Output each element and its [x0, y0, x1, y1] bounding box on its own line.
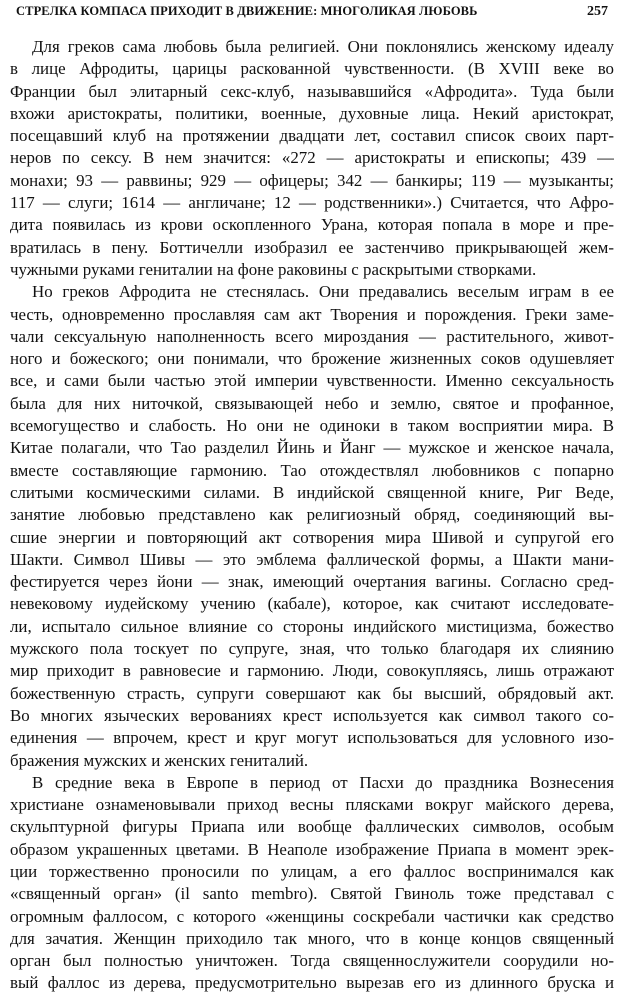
text-line: в лице Афродиты, царицы раскованной чувственности. (В XVIII веке во: [10, 59, 614, 79]
text-line: единения — впрочем, крест и круг могут использоваться для условного изо-: [10, 728, 614, 748]
text-line: чали сексуальную наполненность всего мироздания — растительного, живот-: [10, 326, 614, 346]
text-line: дита появилась из крови оскопленного Урана, которая попала в море и пре-: [10, 215, 614, 235]
text-line: чужными руками гениталии на фоне раковины с раскрытыми створками.: [10, 259, 537, 279]
text-line: 117 — слуги; 1614 — англичане; 12 — родственники».) Считается, что Афро-: [10, 193, 614, 213]
text-line: христиане ознаменовывали приход весны плясками вокруг майского дерева,: [10, 795, 614, 815]
text-line: была для них ниточкой, связывающей небо и землю, святое и профанное,: [10, 393, 614, 413]
text-line: образом украшенных цветами. В Неаполе изображение Приапа в момент эрек-: [10, 839, 614, 859]
page-number: 257: [587, 4, 608, 19]
text-line: посещавший клуб на протяжении двадцати лет, составил список своих парт-: [10, 126, 614, 146]
text-line: Но греков Афродита не стеснялась. Они предавались веселым играм в ее: [32, 282, 614, 302]
paragraph: [10, 36, 614, 281]
text-line: монахи; 93 — раввины; 929 — офицеры; 342 — банкиры; 119 — музыканты;: [10, 170, 614, 190]
text-line: «священный орган» (il santo membro). Святой Гвиноль тоже представал с: [10, 884, 614, 904]
text-line: вый фаллос из дерева, предусмотрительно вырезав его из длинного бруска и: [10, 973, 614, 993]
text-line: В средние века в Европе в период от Пасхи до праздника Вознесения: [32, 772, 614, 792]
text-line: бражения мужских и женских гениталий.: [10, 750, 309, 770]
text-line: Для греков сама любовь была религией. Они поклонялись женскому идеалу: [32, 37, 614, 56]
text-line: Шакти. Символ Шивы — это эмблема фаллической формы, а Шакти мани-: [10, 549, 614, 569]
text-line: фестируется через йони — знак, имеющий очертания вагины. Согласно сред-: [10, 572, 614, 592]
text-line: Во многих языческих верованиях крест используется как символ такого со-: [10, 705, 614, 725]
text-line: невековому иудейскому учению (кабале), которое, как считают исследовате-: [10, 594, 614, 614]
running-header-title: СТРЕЛКА КОМПАСА ПРИХОДИТ В ДВИЖЕНИЕ: МНОГОЛИКАЯ ЛЮБОВЬ: [16, 4, 478, 18]
text-line: Китае полагали, что Тао разделил Йинь и Йанг — мужское и женское начала,: [10, 438, 614, 458]
text-line: сшие энергии и повторяющий акт сотворения мира Шивой и супругой его: [10, 527, 614, 547]
text-line: мужского пола тоскует по супруге, зная, что только благодаря их слиянию: [10, 639, 614, 659]
body-text: [10, 36, 614, 995]
text-line: мир приходит в равновесие и гармонию. Люди, совокупляясь, лишь отражают: [10, 661, 614, 681]
text-line: орган был полностью уничтожен. Тогда священнослужители соорудили но-: [10, 951, 614, 971]
text-line: скульптурной фигуры Приапа или вообще фаллических символов, особым: [10, 817, 614, 837]
text-line: вхожи аристократы, политики, военные, духовные лица. Некий аристократ,: [10, 103, 614, 123]
text-line: все, и сами были частью этой империи чувственности. Именно сексуальность: [10, 371, 614, 391]
text-line: честь, одновременно прославляя сам акт Творения и порождения. Греки заме-: [10, 304, 614, 324]
text-line: неров по сексу. В нем значится: «272 — аристократы и епископы; 439 —: [10, 148, 614, 168]
text-line: всемогущество и слабость. Но они не одиноки в таком восприятии мира. В: [10, 416, 614, 436]
text-line: для зачатия. Женщин приходило так много, что в конце концов священный: [10, 928, 614, 948]
text-line: вместе составляющие гармонию. Тао отождествлял любовников с попарно: [10, 460, 614, 480]
text-line: ции торжественно проносили по улицам, а его фаллос воспринимался как: [10, 861, 614, 881]
running-header: [16, 4, 608, 22]
text-line: божественную страсть, супруги совершают как бы высший, обрядовый акт.: [10, 683, 614, 703]
text-line: Франции был элитарный секс-клуб, называвшийся «Афродита». Туда были: [10, 81, 614, 101]
text-line: огромным фаллосом, с которого «женщины соскребали частички как средство: [10, 906, 614, 926]
text-line: занятие любовью представлено как религиозный обряд, соединяющий вы-: [10, 505, 614, 525]
paragraph: [10, 772, 614, 995]
text-line: ли, испытало сильное влияние со стороны индийского мистицизма, божество: [10, 616, 614, 636]
text-line: слитыми космическими силами. В индийской священной книге, Риг Веде,: [10, 482, 614, 502]
text-line: вратилась в пену. Боттичелли изобразил ее застенчиво прикрывающей жем-: [10, 237, 614, 257]
text-line: ного и божеского; они понимали, что брожение жизненных соков одушевляет: [10, 349, 614, 369]
paragraph: [10, 281, 614, 772]
